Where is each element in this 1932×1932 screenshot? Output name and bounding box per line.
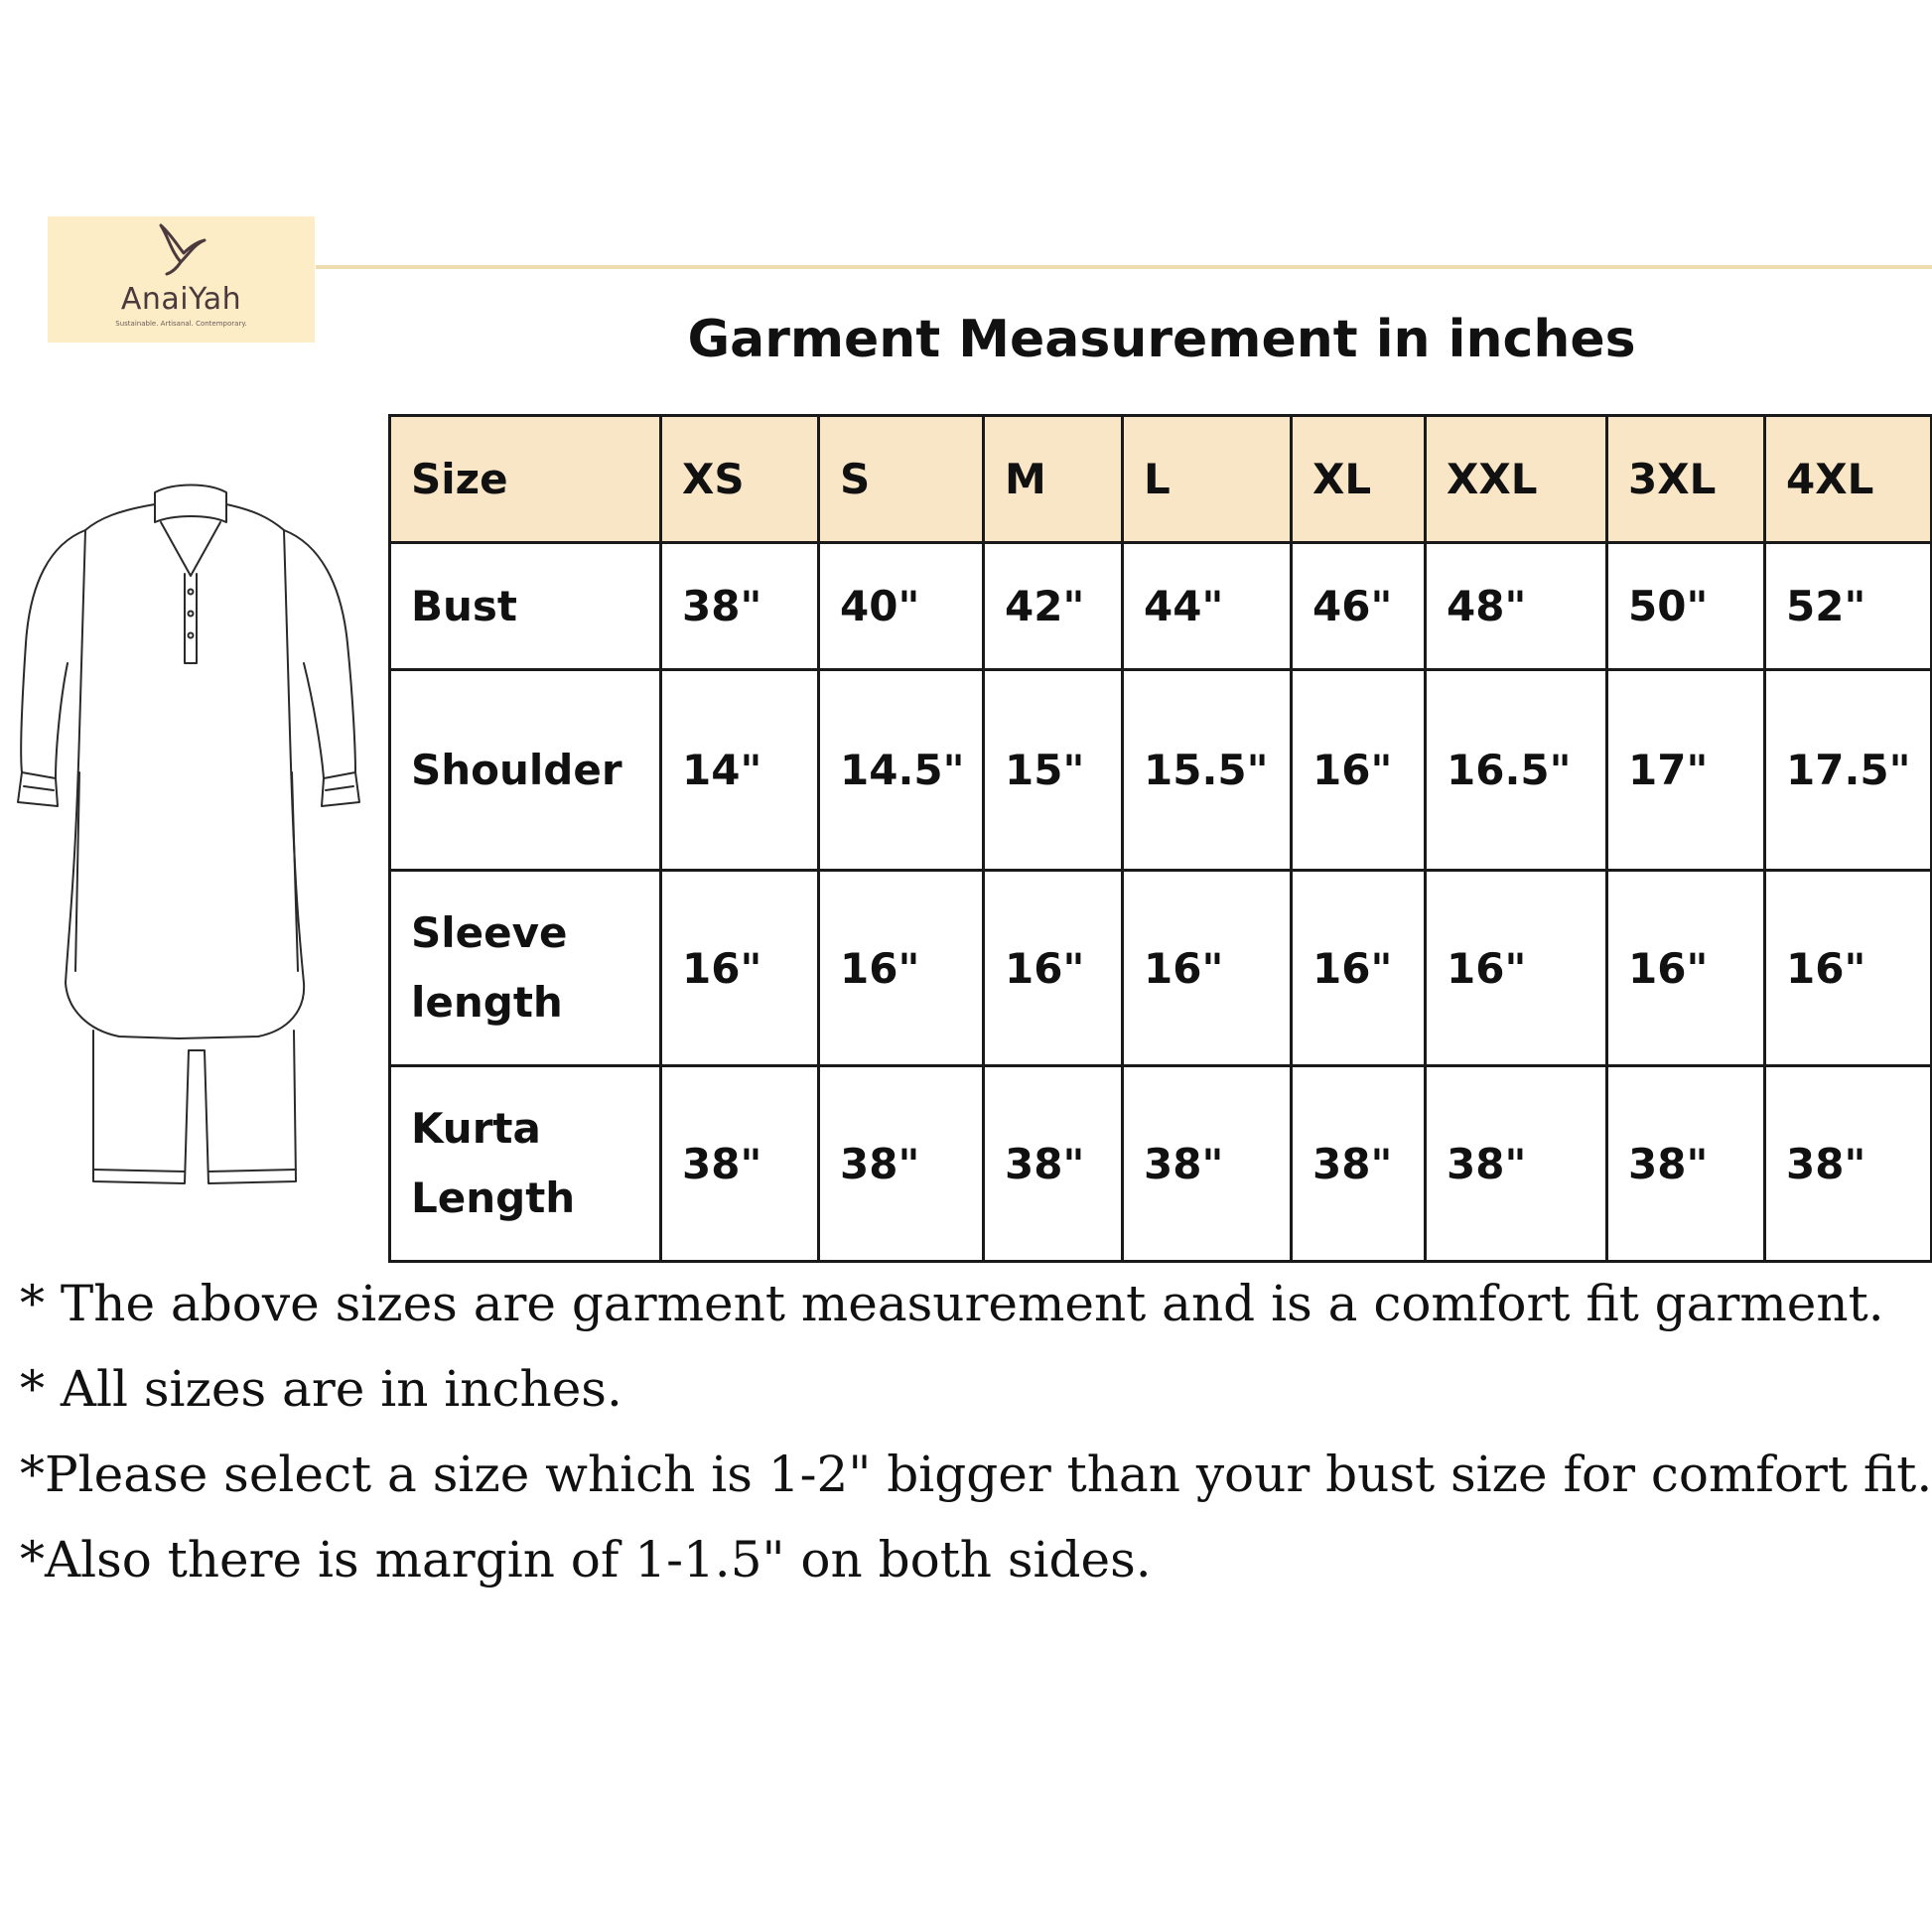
table-cell: 38" bbox=[984, 1066, 1123, 1262]
note-line: * All sizes are in inches. bbox=[20, 1360, 622, 1418]
row-label: Shoulder bbox=[390, 670, 661, 871]
table-cell: 38" bbox=[1426, 1066, 1607, 1262]
header-size: 4XL bbox=[1765, 416, 1932, 543]
table-cell: 16" bbox=[1123, 871, 1292, 1066]
header-size: M bbox=[984, 416, 1123, 543]
table-cell: 38" bbox=[819, 1066, 984, 1262]
table-row bbox=[390, 1066, 1932, 1262]
header-size: XXL bbox=[1426, 416, 1607, 543]
table-cell: 16" bbox=[819, 871, 984, 1066]
brand-name: AnaiYah bbox=[120, 282, 242, 317]
size-chart-table bbox=[388, 414, 1932, 1263]
table-cell: 16" bbox=[1292, 871, 1426, 1066]
kurta-illustration bbox=[10, 475, 367, 1205]
page-title: Garment Measurement in inches bbox=[687, 310, 1636, 369]
row-label: Bust bbox=[390, 543, 661, 670]
table-cell: 16" bbox=[984, 871, 1123, 1066]
table-cell: 16.5" bbox=[1426, 670, 1607, 871]
header-size-label: Size bbox=[390, 416, 661, 543]
header-size: XL bbox=[1292, 416, 1426, 543]
brand-logo bbox=[48, 216, 315, 343]
table-cell: 44" bbox=[1123, 543, 1292, 670]
table-cell: 38" bbox=[1292, 1066, 1426, 1262]
table-cell: 16" bbox=[1765, 871, 1932, 1066]
table-cell: 42" bbox=[984, 543, 1123, 670]
table-cell: 40" bbox=[819, 543, 984, 670]
table-cell: 38" bbox=[661, 1066, 819, 1262]
table-cell: 52" bbox=[1765, 543, 1932, 670]
table-cell: 15" bbox=[984, 670, 1123, 871]
table-cell: 48" bbox=[1426, 543, 1607, 670]
table-cell: 16" bbox=[1292, 670, 1426, 871]
table-cell: 16" bbox=[1607, 871, 1765, 1066]
table-header-row bbox=[390, 416, 1932, 543]
table-row bbox=[390, 670, 1932, 871]
table-cell: 17" bbox=[1607, 670, 1765, 871]
table-cell: 50" bbox=[1607, 543, 1765, 670]
table-cell: 15.5" bbox=[1123, 670, 1292, 871]
row-label: Sleeve length bbox=[390, 871, 661, 1066]
table-cell: 16" bbox=[661, 871, 819, 1066]
table-cell: 14.5" bbox=[819, 670, 984, 871]
header-size: XS bbox=[661, 416, 819, 543]
table-cell: 16" bbox=[1426, 871, 1607, 1066]
row-label: Kurta Length bbox=[390, 1066, 661, 1262]
table-cell: 38" bbox=[661, 543, 819, 670]
table-cell: 17.5" bbox=[1765, 670, 1932, 871]
header-size: S bbox=[819, 416, 984, 543]
header-divider bbox=[316, 265, 1932, 269]
header-size: 3XL bbox=[1607, 416, 1765, 543]
table-row bbox=[390, 871, 1932, 1066]
note-line: *Please select a size which is 1-2" bigger than your bust size for comfort fit. bbox=[20, 1446, 1932, 1503]
table-cell: 14" bbox=[661, 670, 819, 871]
header-size: L bbox=[1123, 416, 1292, 543]
table-cell: 38" bbox=[1123, 1066, 1292, 1262]
table-cell: 46" bbox=[1292, 543, 1426, 670]
size-notes bbox=[20, 1261, 1932, 1602]
table-cell: 38" bbox=[1765, 1066, 1932, 1262]
brand-tagline: Sustainable. Artisanal. Contemporary. bbox=[115, 320, 247, 328]
note-line: * The above sizes are garment measurement and is a comfort fit garment. bbox=[20, 1275, 1884, 1332]
table-row bbox=[390, 543, 1932, 670]
bird-icon bbox=[151, 220, 210, 280]
table-cell: 38" bbox=[1607, 1066, 1765, 1262]
note-line: *Also there is margin of 1-1.5" on both sides. bbox=[20, 1531, 1152, 1588]
